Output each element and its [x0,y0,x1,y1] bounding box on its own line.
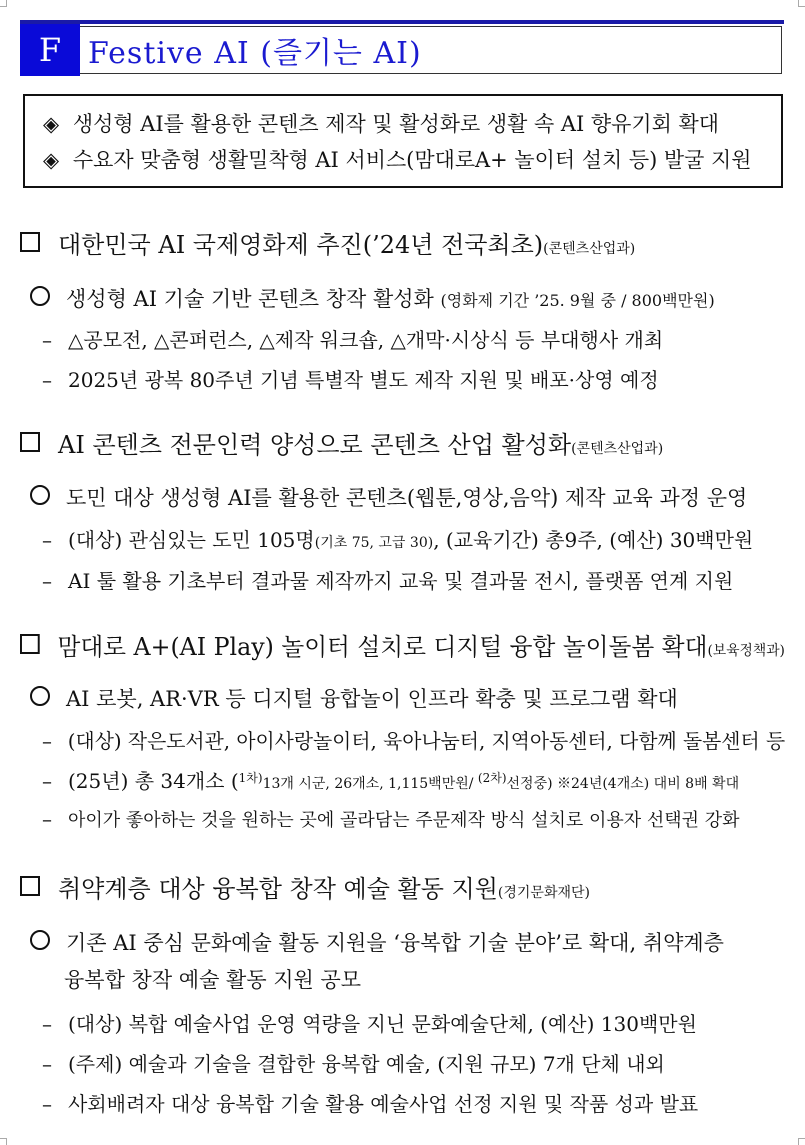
section-org: (경기문화재단) [497,885,590,901]
section-heading [20,225,635,260]
dash-item [42,324,663,353]
dash-item [42,1008,697,1037]
section-title: 취약계층 대상 융복합 창작 예술 활동 지원 [58,875,498,903]
section-title: AI 콘텐츠 전문인력 양성으로 콘텐츠 산업 활성화 [58,431,572,459]
dash-item [42,1088,698,1117]
section-org: (콘텐츠산업과) [571,441,664,457]
section-title: 맘대로 A+(AI Play) 놀이터 설치로 디지털 융합 놀이돌봄 확대 [57,633,708,661]
top-rule [20,20,784,24]
dash-text: 아이가 좋아하는 것을 원하는 곳에 골라담는 주문제작 방식 설치로 이용자 선택권 강화 [68,810,740,831]
summary-line [43,142,779,178]
dash-text: (25년) 총 34개소 ( [68,769,239,793]
dash-text: (대상) 작은도서관, 아이사랑놀이터, 육아나눔터, 지역아동센터, 다함께 돌봄센터 등 [67,729,786,753]
section-title: 대한민국 AI 국제영화제 추진(’24년 전국최초) [58,231,544,259]
dash-item [42,1048,665,1077]
dash-bullet: – [42,1012,52,1036]
dash-item [42,524,753,553]
circle-bullet-icon [30,485,50,505]
circle-item-continuation: 융복합 창작 예술 활동 지원 공모 [64,968,362,992]
summary-box [23,94,783,188]
section-heading [20,627,785,662]
circle-item [30,482,747,512]
section-heading [20,425,663,460]
section-org: (콘텐츠산업과) [543,241,636,257]
circle-bullet-icon [30,686,50,706]
circle-bullet-icon [30,286,50,306]
dash-bullet: – [42,368,52,392]
dash-item [42,765,739,794]
dash-text: AI 툴 활용 기초부터 결과물 제작까지 교육 및 결과물 전시, 플랫폼 연계 지원 [68,569,734,593]
dash-bullet: – [42,328,52,352]
dash-bullet: – [42,729,52,753]
section-org: (보육정책과) [707,643,785,659]
dash-superscript: 1차) [238,771,263,785]
corner-mark [0,1138,7,1145]
summary-line [43,106,779,142]
item-text: AI 로봇, AR·VR 등 디지털 융합놀이 인프라 확충 및 프로그램 확대 [66,687,678,711]
dash-text: (주제) 예술과 기술을 결합한 융복합 예술, (지원 규모) 7개 단체 내외 [68,1052,665,1076]
checkbox-square-icon [20,232,40,252]
circle-item [30,283,715,313]
dash-text-cont: , (교육기간) 총9주, (예산) 30백만원 [433,528,754,552]
dash-bullet: – [42,807,52,831]
dash-text: △공모전, △콘퍼런스, △제작 워크숍, △개막·시상식 등 부대행사 개최 [68,328,664,352]
corner-mark [0,0,7,7]
dash-bullet: – [42,1052,52,1076]
dash-note: (기초 75, 고급 30) [314,535,434,551]
item-text: 도민 대상 생성형 AI를 활용한 콘텐츠(웹툰,영상,음악) 제작 교육 과정 운영 [66,486,748,510]
item-note: (영화제 기간 ’25. 9월 중 / 800백만원) [440,291,715,310]
diamond-bullet-icon: ◈ [43,112,60,136]
dash-item [42,725,785,754]
dash-bullet: – [42,1092,52,1116]
dash-bullet: – [42,528,52,552]
dash-superscript: (2차) [477,771,507,785]
section-badge: F [20,24,80,76]
dash-bullet: – [42,769,52,793]
dash-note: 선정중) ※24년(4개소) 대비 8배 확대 [506,776,740,792]
item-text: 기존 AI 중심 문화예술 활동 지원을 ‘융복합 기술 분야’로 확대, 취약계층 [66,931,724,955]
dash-text: (대상) 복합 예술사업 운영 역량을 지닌 문화예술단체, (예산) 130백만원 [68,1012,697,1036]
dash-text: (대상) 관심있는 도민 105명 [68,528,315,552]
checkbox-square-icon [20,876,40,896]
circle-bullet-icon [30,930,50,950]
circle-item [30,927,724,957]
diamond-bullet-icon: ◈ [43,148,60,172]
item-text: 생성형 AI 기술 기반 콘텐츠 창작 활성화 [66,287,434,311]
corner-mark [798,1138,805,1145]
dash-item [42,364,659,393]
dash-item [42,565,733,594]
checkbox-square-icon [20,432,40,452]
dash-text: 2025년 광복 80주년 기념 특별작 별도 제작 지원 및 배포·상영 예정 [68,368,659,392]
section-heading [20,869,590,904]
dash-text: 사회배려자 대상 융복합 기술 활용 예술사업 선정 지원 및 작품 성과 발표 [68,1092,699,1116]
dash-note: 13개 시군, 26개소, 1,115백만원/ [262,776,478,792]
summary-text: 수요자 맞춤형 생활밀착형 AI 서비스(맘대로A+ 놀이터 설치 등) 발굴 지원 [72,148,752,172]
circle-item [30,683,678,713]
summary-text: 생성형 AI를 활용한 콘텐츠 제작 및 활성화로 생활 속 AI 향유기회 확대 [72,112,719,136]
checkbox-square-icon [20,634,40,654]
dash-item [42,806,740,832]
page-title: Festive AI (즐기는 AI) [80,26,782,74]
dash-bullet: – [42,569,52,593]
corner-mark [798,0,805,7]
